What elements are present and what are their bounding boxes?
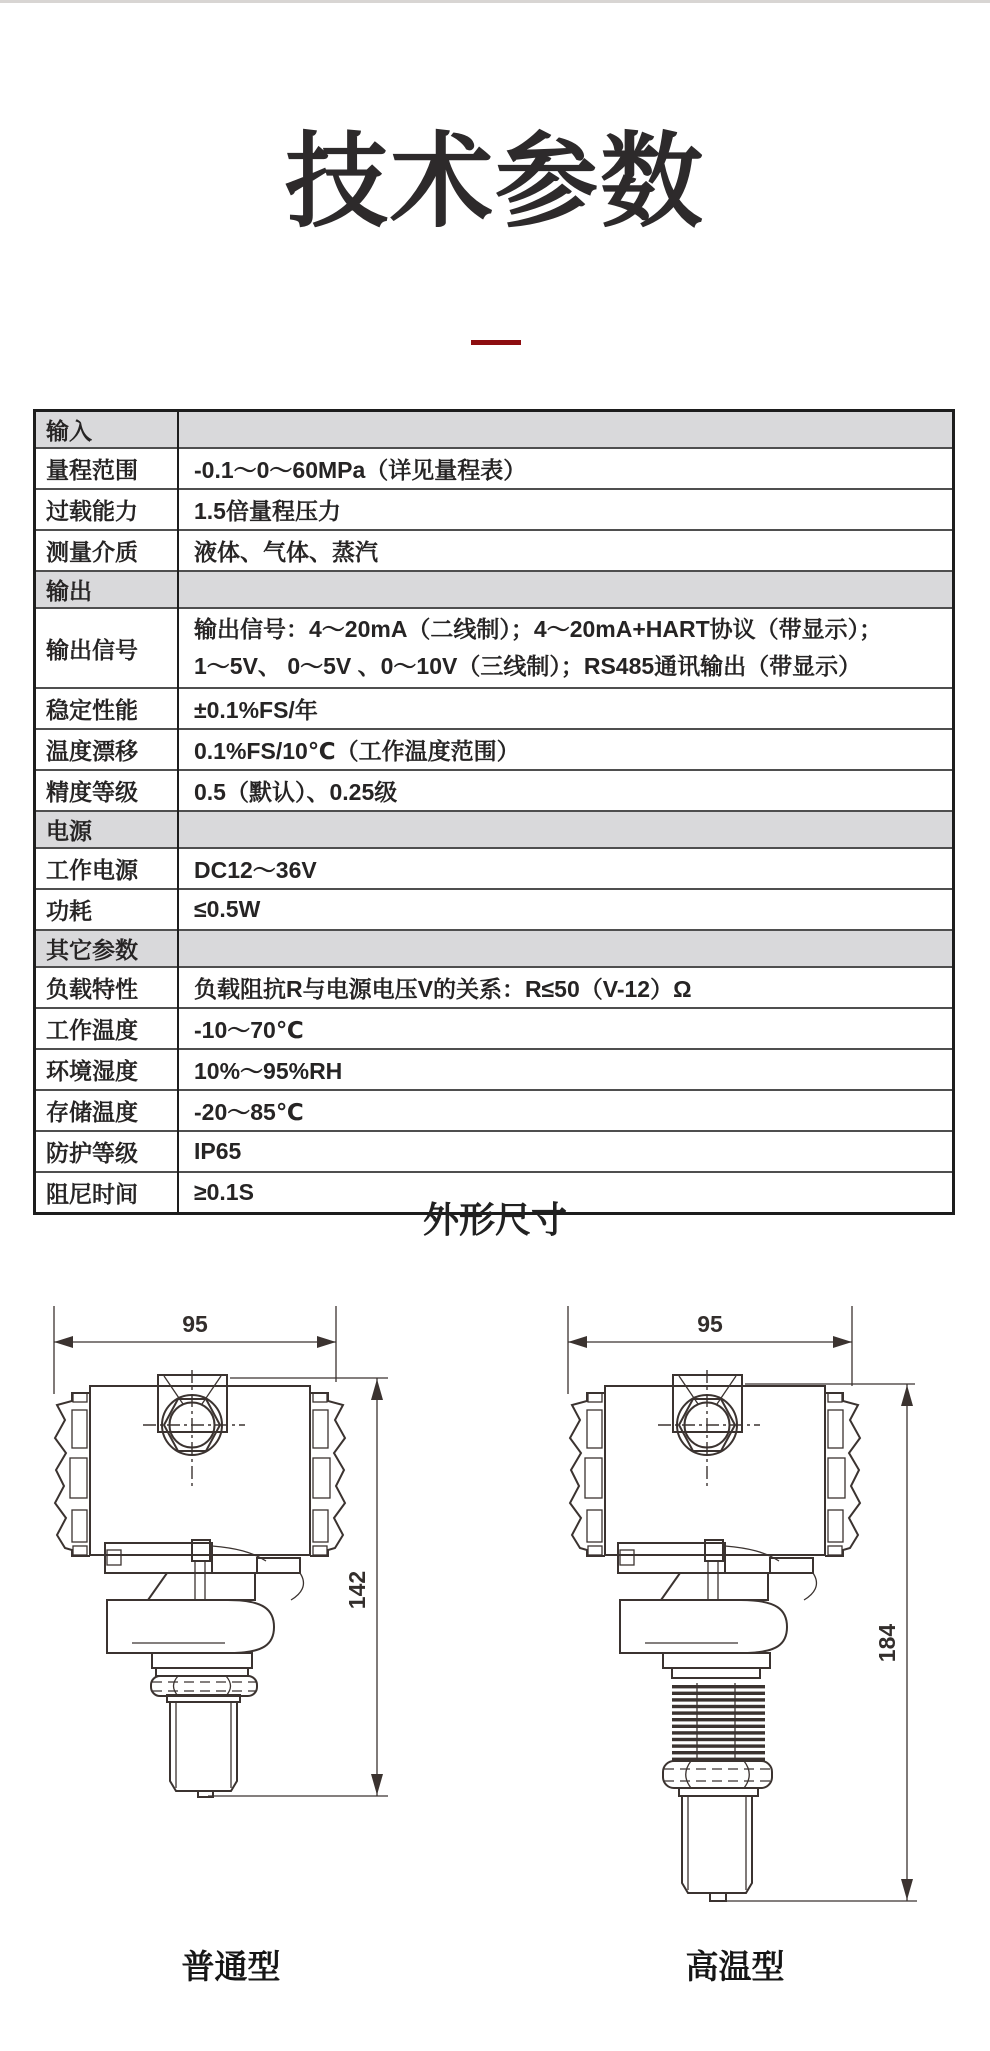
section-spacer xyxy=(178,411,954,449)
signal-line-1: 输出信号：4～20mA（二线制）；4～20mA+HART协议（带显示）； xyxy=(194,616,883,642)
pressure-port-pin xyxy=(710,1893,726,1901)
neck xyxy=(661,1573,768,1600)
dim-arrow-up xyxy=(901,1385,913,1406)
section-label: 输出 xyxy=(35,571,179,608)
row-label: 防护等级 xyxy=(35,1131,179,1172)
row-value: ≤0.5W xyxy=(178,889,954,930)
table-row-output-signal xyxy=(35,608,954,688)
table-section-row xyxy=(35,411,954,449)
dim-arrow-down xyxy=(901,1879,913,1900)
row-label: 阻尼时间 xyxy=(35,1172,179,1214)
cable-gland-ribs-right xyxy=(825,1393,860,1556)
cable-gland-ribs-left xyxy=(55,1393,90,1556)
table-row xyxy=(35,967,954,1008)
spec-table xyxy=(33,409,955,1215)
dim-arrow-left xyxy=(54,1336,73,1348)
process-connection xyxy=(618,1540,816,1901)
threaded-stud xyxy=(170,1702,237,1791)
side-step xyxy=(770,1558,813,1573)
top-divider-strip xyxy=(0,0,990,3)
row-value: 10%～95%RH xyxy=(178,1049,954,1090)
table-row xyxy=(35,889,954,930)
row-value: -20～85℃ xyxy=(178,1090,954,1131)
section-spacer xyxy=(178,930,954,967)
row-label: 工作温度 xyxy=(35,1008,179,1049)
width-dim-label: 95 xyxy=(182,1311,208,1337)
table-row xyxy=(35,688,954,729)
row-label: 工作电源 xyxy=(35,848,179,889)
collar xyxy=(663,1653,770,1668)
top-hex-plug xyxy=(143,1370,245,1486)
dim-arrow-down xyxy=(371,1774,383,1795)
width-dim-label: 95 xyxy=(697,1311,723,1337)
drawing-normal-type xyxy=(40,1298,400,1810)
cooling-fins xyxy=(672,1683,765,1761)
pressure-port-pin xyxy=(198,1791,213,1797)
normal-type-svg xyxy=(40,1298,400,1810)
dim-arrow-right xyxy=(833,1336,852,1348)
table-row xyxy=(35,448,954,489)
signal-line-2: 1～5V、 0～5V 、0～10V（三线制）；RS485通讯输出（带显示） xyxy=(194,653,862,679)
table-row xyxy=(35,729,954,770)
row-value: -0.1～0～60MPa（详见量程表） xyxy=(178,448,954,489)
transmitter-housing xyxy=(55,1370,345,1556)
elbow-body xyxy=(620,1600,787,1653)
row-label: 输出信号 xyxy=(35,608,179,688)
row-value: 0.1%FS/10℃（工作温度范围） xyxy=(178,729,954,770)
table-row xyxy=(35,489,954,530)
row-value: 负载阻抗R与电源电压V的关系：R≤50（V-12）Ω xyxy=(178,967,954,1008)
accent-dash xyxy=(471,340,521,345)
drawing-high-temp-type xyxy=(555,1298,945,1915)
row-label: 环境湿度 xyxy=(35,1049,179,1090)
height-dim-label: 184 xyxy=(874,1623,900,1663)
row-value: -10～70℃ xyxy=(178,1008,954,1049)
table-section-row xyxy=(35,930,954,967)
width-dimension xyxy=(54,1306,336,1394)
variant-label-high-temp: 高温型 xyxy=(685,1948,785,1985)
row-label: 稳定性能 xyxy=(35,688,179,729)
table-section-row xyxy=(35,571,954,608)
neck xyxy=(148,1573,255,1600)
row-value: ±0.1%FS/年 xyxy=(178,688,954,729)
top-hex-plug xyxy=(658,1370,760,1486)
row-value xyxy=(178,608,954,688)
dim-arrow-left xyxy=(568,1336,587,1348)
elbow-body xyxy=(107,1600,274,1653)
table-row xyxy=(35,770,954,811)
row-label: 过载能力 xyxy=(35,489,179,530)
side-step xyxy=(257,1558,300,1573)
row-value: DC12～36V xyxy=(178,848,954,889)
transmitter-housing xyxy=(570,1370,860,1556)
dim-arrow-right xyxy=(317,1336,336,1348)
table-row xyxy=(35,848,954,889)
table-row xyxy=(35,1090,954,1131)
collar-2 xyxy=(672,1668,760,1678)
cable-gland-ribs-right xyxy=(310,1393,345,1556)
dim-arrow-up xyxy=(371,1379,383,1400)
row-value: 0.5（默认）、0.25级 xyxy=(178,770,954,811)
height-dimension xyxy=(208,1378,388,1796)
width-dimension xyxy=(568,1306,852,1394)
table-section-row xyxy=(35,811,954,848)
process-connection xyxy=(105,1540,303,1797)
section-label: 输入 xyxy=(35,411,179,449)
row-label: 测量介质 xyxy=(35,530,179,571)
section-spacer xyxy=(178,811,954,848)
collar-2 xyxy=(156,1668,248,1676)
row-label: 功耗 xyxy=(35,889,179,930)
row-label: 负载特性 xyxy=(35,967,179,1008)
high-temp-type-svg xyxy=(555,1298,945,1915)
page-title: 技术参数 xyxy=(285,124,705,239)
row-label: 量程范围 xyxy=(35,448,179,489)
section-label: 其它参数 xyxy=(35,930,179,967)
collar xyxy=(152,1653,252,1668)
row-label: 精度等级 xyxy=(35,770,179,811)
table-row xyxy=(35,1131,954,1172)
height-dim-label: 142 xyxy=(344,1570,370,1610)
hex-nut xyxy=(663,1761,772,1788)
cable-gland-ribs-left xyxy=(570,1393,605,1556)
row-value: 1.5倍量程压力 xyxy=(178,489,954,530)
section-label: 电源 xyxy=(35,811,179,848)
dimensions-heading: 外形尺寸 xyxy=(422,1199,567,1240)
table-row xyxy=(35,1008,954,1049)
row-label: 存储温度 xyxy=(35,1090,179,1131)
variant-label-normal: 普通型 xyxy=(181,1948,281,1985)
hex-nut xyxy=(151,1676,257,1696)
threaded-stud xyxy=(682,1796,752,1893)
row-label: 温度漂移 xyxy=(35,729,179,770)
row-value: ≥0.1S xyxy=(178,1172,954,1214)
table-row xyxy=(35,1049,954,1090)
height-dimension xyxy=(713,1384,917,1901)
table-row xyxy=(35,530,954,571)
stud-shoulder xyxy=(679,1788,758,1796)
section-spacer xyxy=(178,571,954,608)
row-value: 液体、气体、蒸汽 xyxy=(178,530,954,571)
row-value: IP65 xyxy=(178,1131,954,1172)
